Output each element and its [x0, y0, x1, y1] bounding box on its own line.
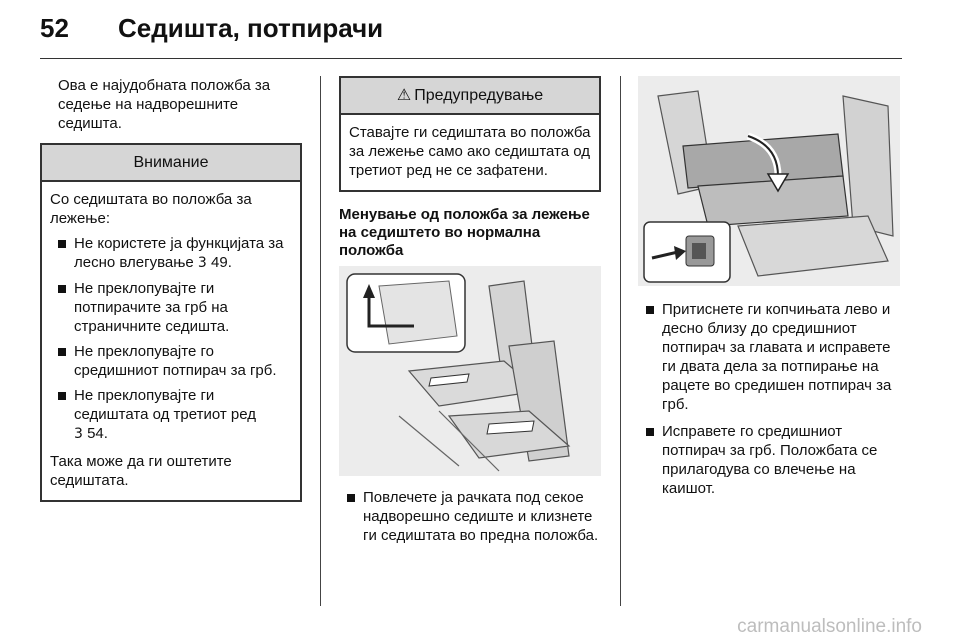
instruction-item: Повлечете ја рачката под секое надворешно седиште и клизнете ги седиштата во предна положба.	[339, 488, 601, 545]
armrest-illustration	[638, 76, 900, 286]
caution-lead: Со седиштата во положба за лежење:	[50, 191, 252, 227]
bullet-square-icon	[58, 285, 66, 293]
bullet-square-icon	[347, 494, 355, 502]
watermark: carmanualsonline.info	[737, 616, 922, 637]
caution-box	[40, 143, 302, 502]
column-1	[40, 76, 302, 502]
seat-slide-drawing	[339, 266, 601, 476]
bullet-square-icon	[58, 348, 66, 356]
column-3	[638, 76, 902, 498]
page-ref-link[interactable]: 49.	[211, 254, 232, 271]
caution-item: Не преклопувајте ги потпирачите за грб на страничните седишта.	[50, 279, 292, 336]
page-ref-icon: 3	[74, 426, 83, 442]
page-number: 52	[40, 12, 69, 43]
warning-title: Предупредување	[414, 87, 544, 104]
column-divider-2	[620, 76, 621, 606]
caution-item: Не преклопувајте ги седиштата од третиот ред 3 54.	[50, 386, 292, 444]
instruction-item: Притиснете ги копчињата лево и десно близу до средишниот потпирач за главата и исправете ги двата дела за потпирање на рацете во средишен потпирач за грб.	[638, 300, 902, 414]
subheading: Менување од положба за лежење на седиштето во нормална положба	[339, 206, 590, 259]
caution-body	[42, 182, 300, 500]
column-divider-1	[320, 76, 321, 606]
bullet-square-icon	[646, 428, 654, 436]
warning-box	[339, 76, 601, 192]
caution-title: Внимание	[42, 145, 300, 182]
caution-closing: Така може да ги оштетите седиштата.	[50, 453, 232, 489]
bullet-square-icon	[58, 240, 66, 248]
seat-slide-illustration	[339, 266, 601, 476]
column-2	[339, 76, 601, 545]
armrest-drawing	[638, 76, 900, 286]
page-ref-icon: 3	[197, 255, 207, 271]
warning-triangle-icon: ⚠	[396, 87, 412, 104]
bullet-square-icon	[58, 392, 66, 400]
warning-body	[341, 115, 599, 190]
page-ref-link[interactable]: 54.	[87, 425, 108, 442]
warning-header	[341, 78, 599, 115]
page-header	[40, 10, 383, 46]
header-divider	[40, 58, 902, 59]
bullet-square-icon	[646, 306, 654, 314]
caution-item: Не користете ја функцијата за лесно влегување 3 49.	[50, 234, 292, 273]
instruction-item: Исправете го средишниот потпирач за грб. Положбата се прилагодува со влечење на каишот.	[638, 422, 902, 498]
warning-text: Ставајте ги седиштата во положба за лежење само ако седиштата од третиот ред не се зафатени.	[349, 124, 591, 179]
caution-item: Не преклопувајте го средишниот потпирач за грб.	[50, 342, 292, 380]
intro-text: Ова е најудобната положба за седење на надворешните седишта.	[58, 77, 271, 132]
section-title: Седишта, потпирачи	[118, 12, 384, 43]
